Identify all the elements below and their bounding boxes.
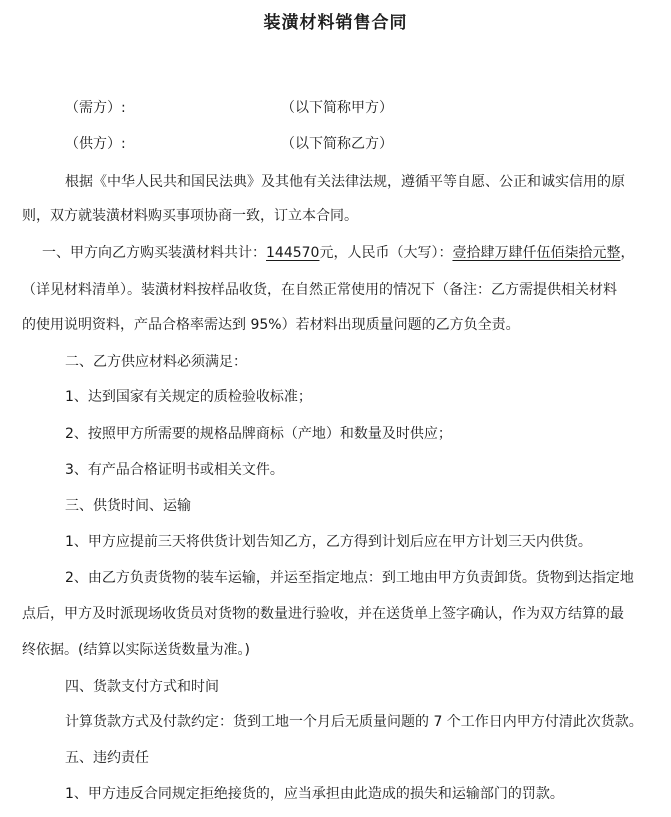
section-2-item-3: 3、有产品合格证明书或相关文件。 (65, 462, 284, 478)
section-3-item-1: 1、甲方应提前三天将供货计划告知乙方，乙方得到计划后应在甲方计划三天内供货。 (65, 534, 592, 550)
document-title: 装潢材料销售合同 (263, 13, 408, 33)
section-1-tail: ， (620, 245, 635, 261)
section-1-line-3: 的使用说明资料，产品合格率需达到 95%）若材料出现质量问题的乙方负全责。 (22, 317, 520, 333)
section-1-prefix: 一、甲方向乙方购买装潢材料共计： (42, 245, 266, 261)
buyer-note: （以下简称甲方） (281, 100, 393, 116)
section-1-line-2: （详见材料清单）。装潢材料按样品收货，在自然正常使用的情况下（备注：乙方需提供相关材料 (22, 282, 617, 298)
section-5-item-1: 1、甲方违反合同规定拒绝接货的，应当承担由此造成的损失和运输部门的罚款。 (65, 786, 564, 802)
section-4-heading: 四、货款支付方式和时间 (65, 679, 219, 695)
section-2-heading: 二、乙方供应材料必须满足： (65, 354, 247, 370)
section-3-item-2-line-1: 2、由乙方负责货物的装车运输，并运至指定地点：到工地由甲方负责卸货。货物到达指定地 (65, 570, 634, 586)
seller-label: （供方）: (65, 136, 126, 152)
section-4-text: 计算货款方式及付款约定：货到工地一个月后无质量问题的 7 个工作日内甲方付清此次货款。 (65, 714, 643, 730)
section-3-item-2-line-3: 终依据。(结算以实际送货数量为准。) (22, 642, 250, 658)
section-2-item-2: 2、按照甲方所需要的规格品牌商标（产地）和数量及时供应； (65, 426, 452, 442)
contract-amount-chinese: 壹拾肆万肆仟伍佰柒拾元整 (452, 245, 621, 261)
section-5-heading: 五、违约责任 (65, 750, 149, 766)
contract-amount: 144570 (266, 245, 320, 261)
section-3-heading: 三、供货时间、运输 (65, 498, 191, 514)
buyer-label: （需方）: (65, 100, 126, 116)
section-3-item-2-line-2: 点后，甲方及时派现场收货员对货物的数量进行验收，并在送货单上签字确认，作为双方结算的最 (22, 606, 624, 622)
intro-line-1: 根据《中华人民共和国民法典》及其他有关法律法规，遵循平等自愿、公正和诚实信用的原 (65, 174, 625, 190)
section-1-line-1 (42, 243, 634, 263)
section-1-mid: 元，人民币（大写）： (319, 245, 453, 261)
intro-line-2: 则，双方就装潢材料购买事项协商一致，订立本合同。 (22, 208, 358, 224)
section-2-item-1: 1、达到国家有关规定的质检验收标准； (65, 389, 312, 405)
seller-note: （以下简称乙方） (281, 136, 393, 152)
